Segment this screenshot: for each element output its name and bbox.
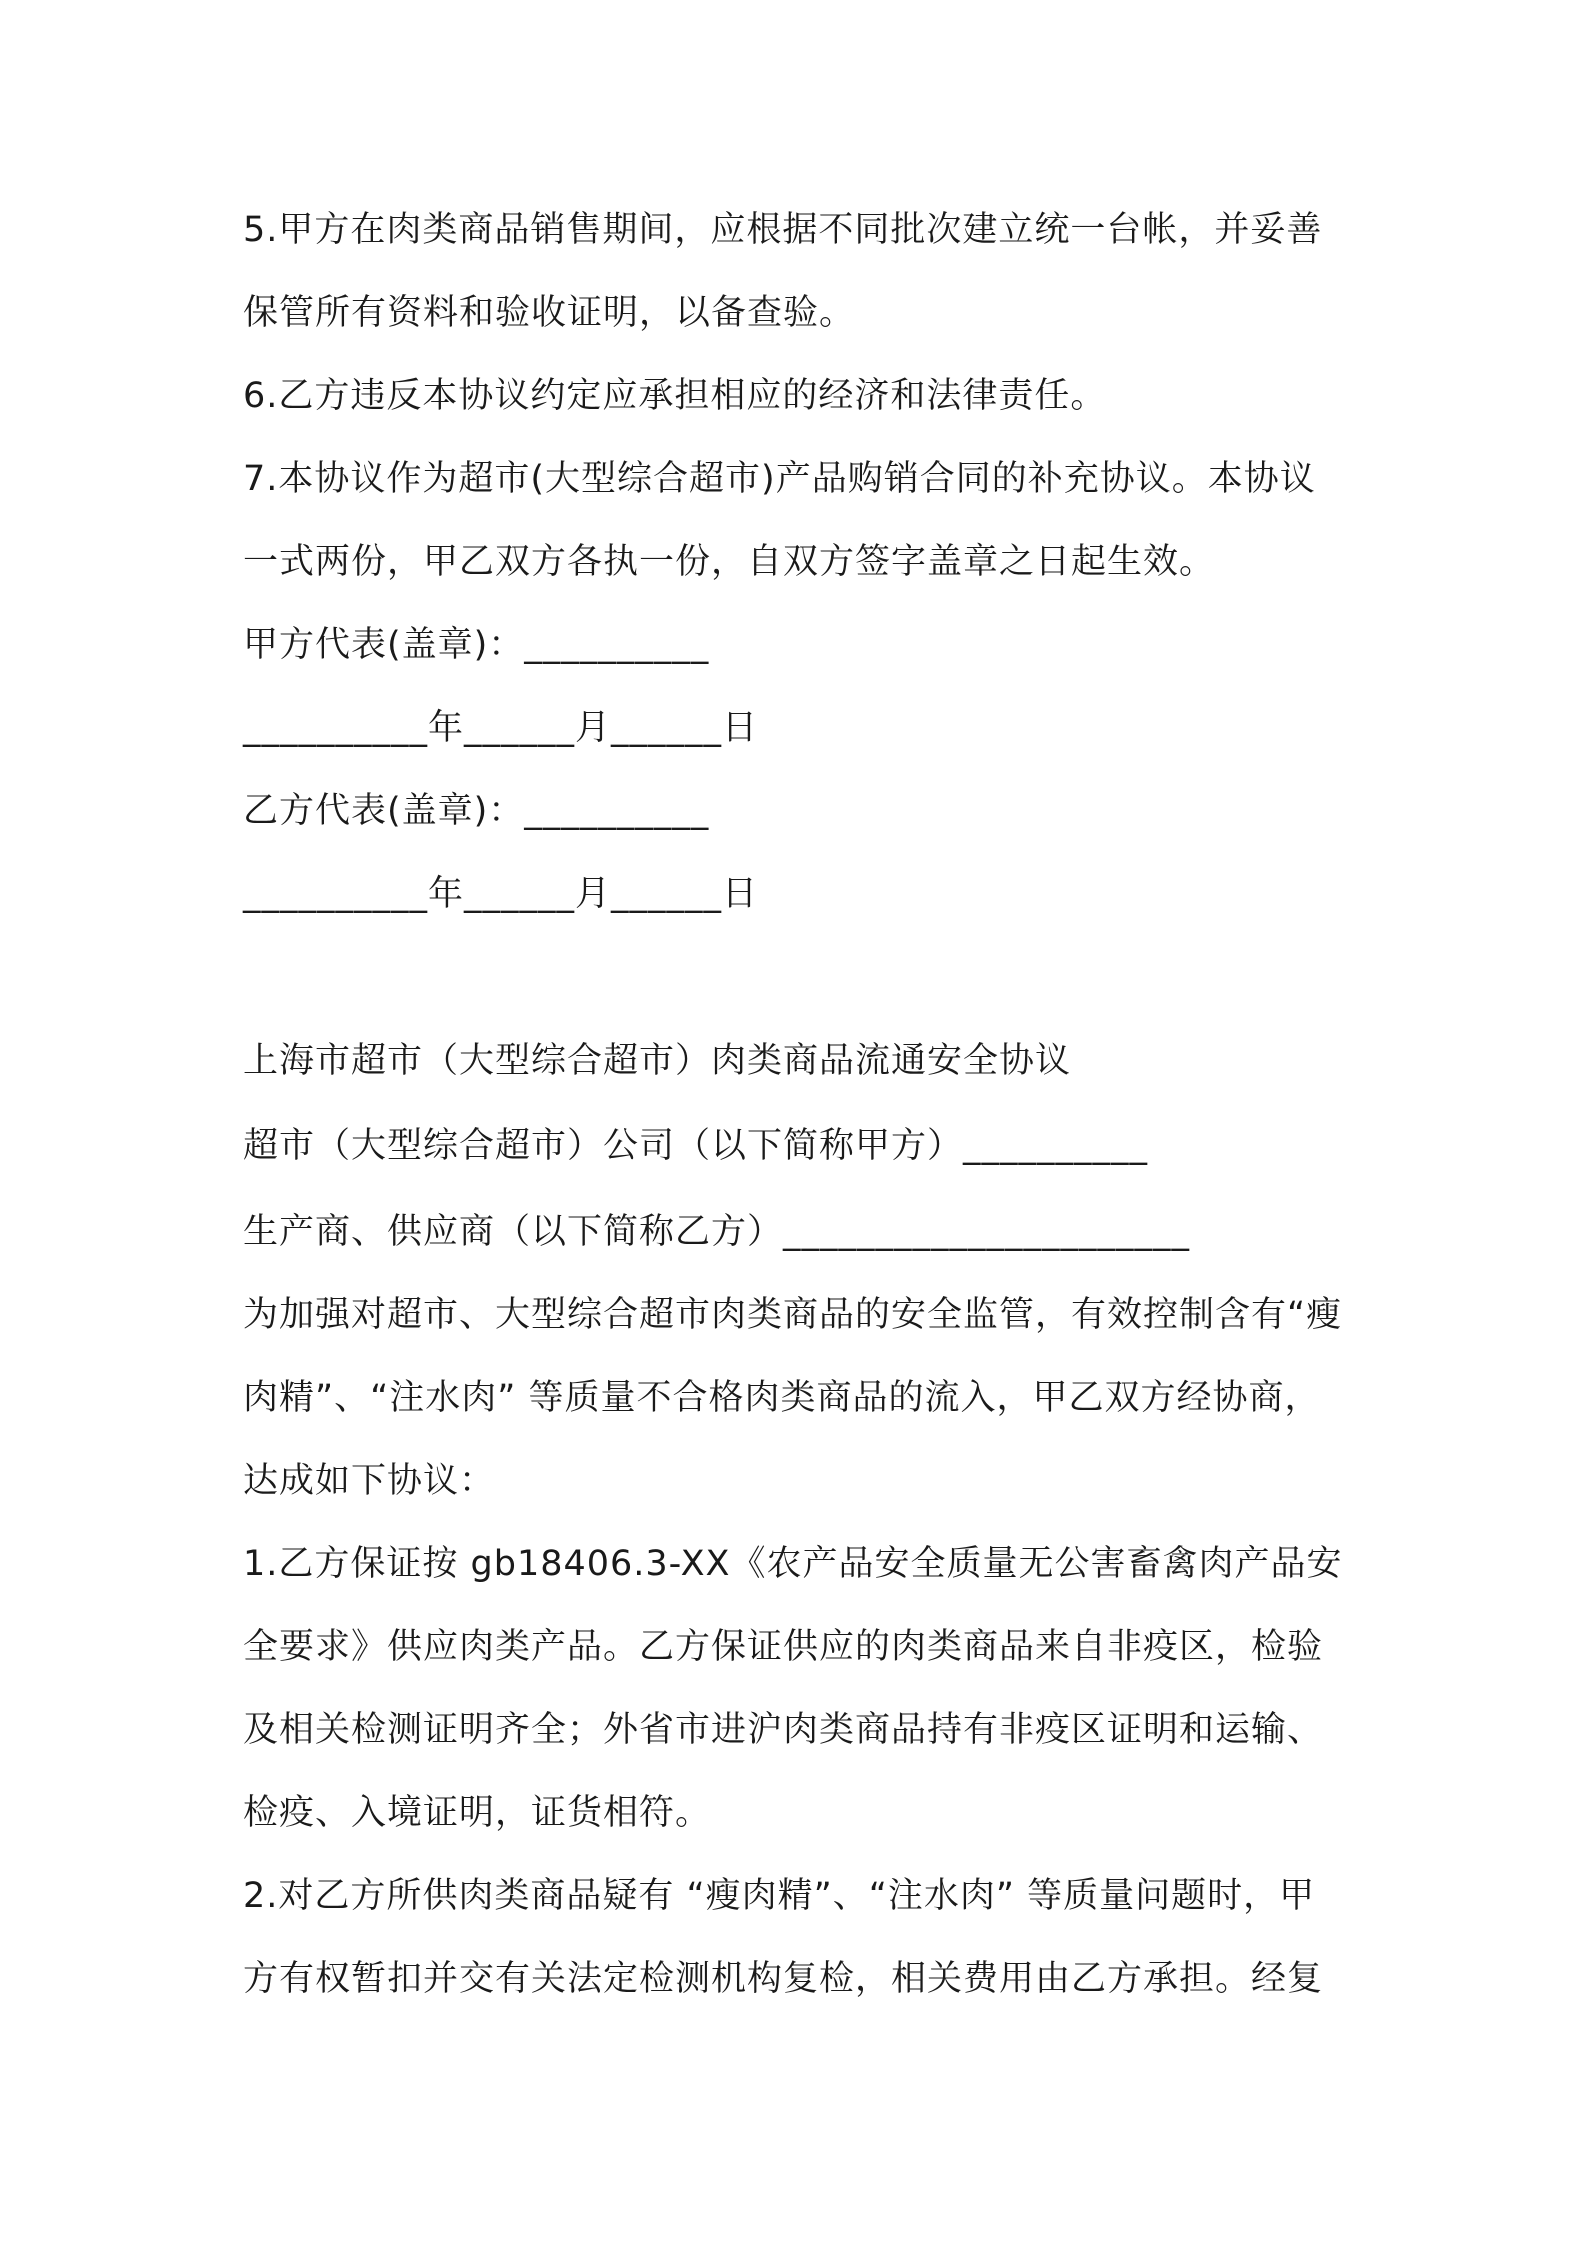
clause-1-line-3: 及相关检测证明齐全；外省市进沪肉类商品持有非疫区证明和运输、: [243, 1710, 1324, 1750]
preamble-line-2: 肉精”、“注水肉” 等质量不合格肉类商品的流入，甲乙双方经协商，: [243, 1378, 1321, 1418]
clause-1-line-4: 检疫、入境证明，证货相符。: [243, 1793, 712, 1833]
clause-7-line-1: 7.本协议作为超市(大型综合超市)产品购销合同的补充协议。本协议: [243, 459, 1316, 499]
party-a-signature: 甲方代表(盖章)：__________: [243, 625, 710, 665]
clause-2-line-1: 2.对乙方所供肉类商品疑有 “瘦肉精”、“注水肉” 等质量问题时，甲: [243, 1876, 1316, 1916]
agreement-title: 上海市超市（大型综合超市）肉类商品流通安全协议: [243, 1041, 1072, 1081]
party-a-date: __________年______月______日: [243, 708, 759, 748]
party-b-signature: 乙方代表(盖章)：__________: [243, 791, 710, 831]
clause-7-line-2: 一式两份，甲乙双方各执一份，自双方签字盖章之日起生效。: [243, 542, 1216, 582]
party-b-line: 生产商、供应商（以下简称乙方）______________________: [243, 1212, 1191, 1252]
clause-5-line-2: 保管所有资料和验收证明，以备查验。: [243, 293, 856, 333]
clause-1-line-1: 1.乙方保证按 gb18406.3-XX《农产品安全质量无公害畜禽肉产品安: [243, 1544, 1343, 1584]
clause-5-line-1: 5.甲方在肉类商品销售期间，应根据不同批次建立统一台帐，并妥善: [243, 210, 1323, 250]
clause-2-line-2: 方有权暂扣并交有关法定检测机构复检，相关费用由乙方承担。经复: [243, 1959, 1324, 1999]
clause-6: 6.乙方违反本协议约定应承担相应的经济和法律责任。: [243, 376, 1107, 416]
party-b-date: __________年______月______日: [243, 874, 759, 914]
preamble-line-1: 为加强对超市、大型综合超市肉类商品的安全监管，有效控制含有“瘦: [243, 1295, 1343, 1335]
clause-1-line-2: 全要求》供应肉类产品。乙方保证供应的肉类商品来自非疫区，检验: [243, 1627, 1324, 1667]
party-a-line: 超市（大型综合超市）公司（以下简称甲方）__________: [243, 1126, 1149, 1166]
preamble-line-3: 达成如下协议：: [243, 1461, 496, 1501]
